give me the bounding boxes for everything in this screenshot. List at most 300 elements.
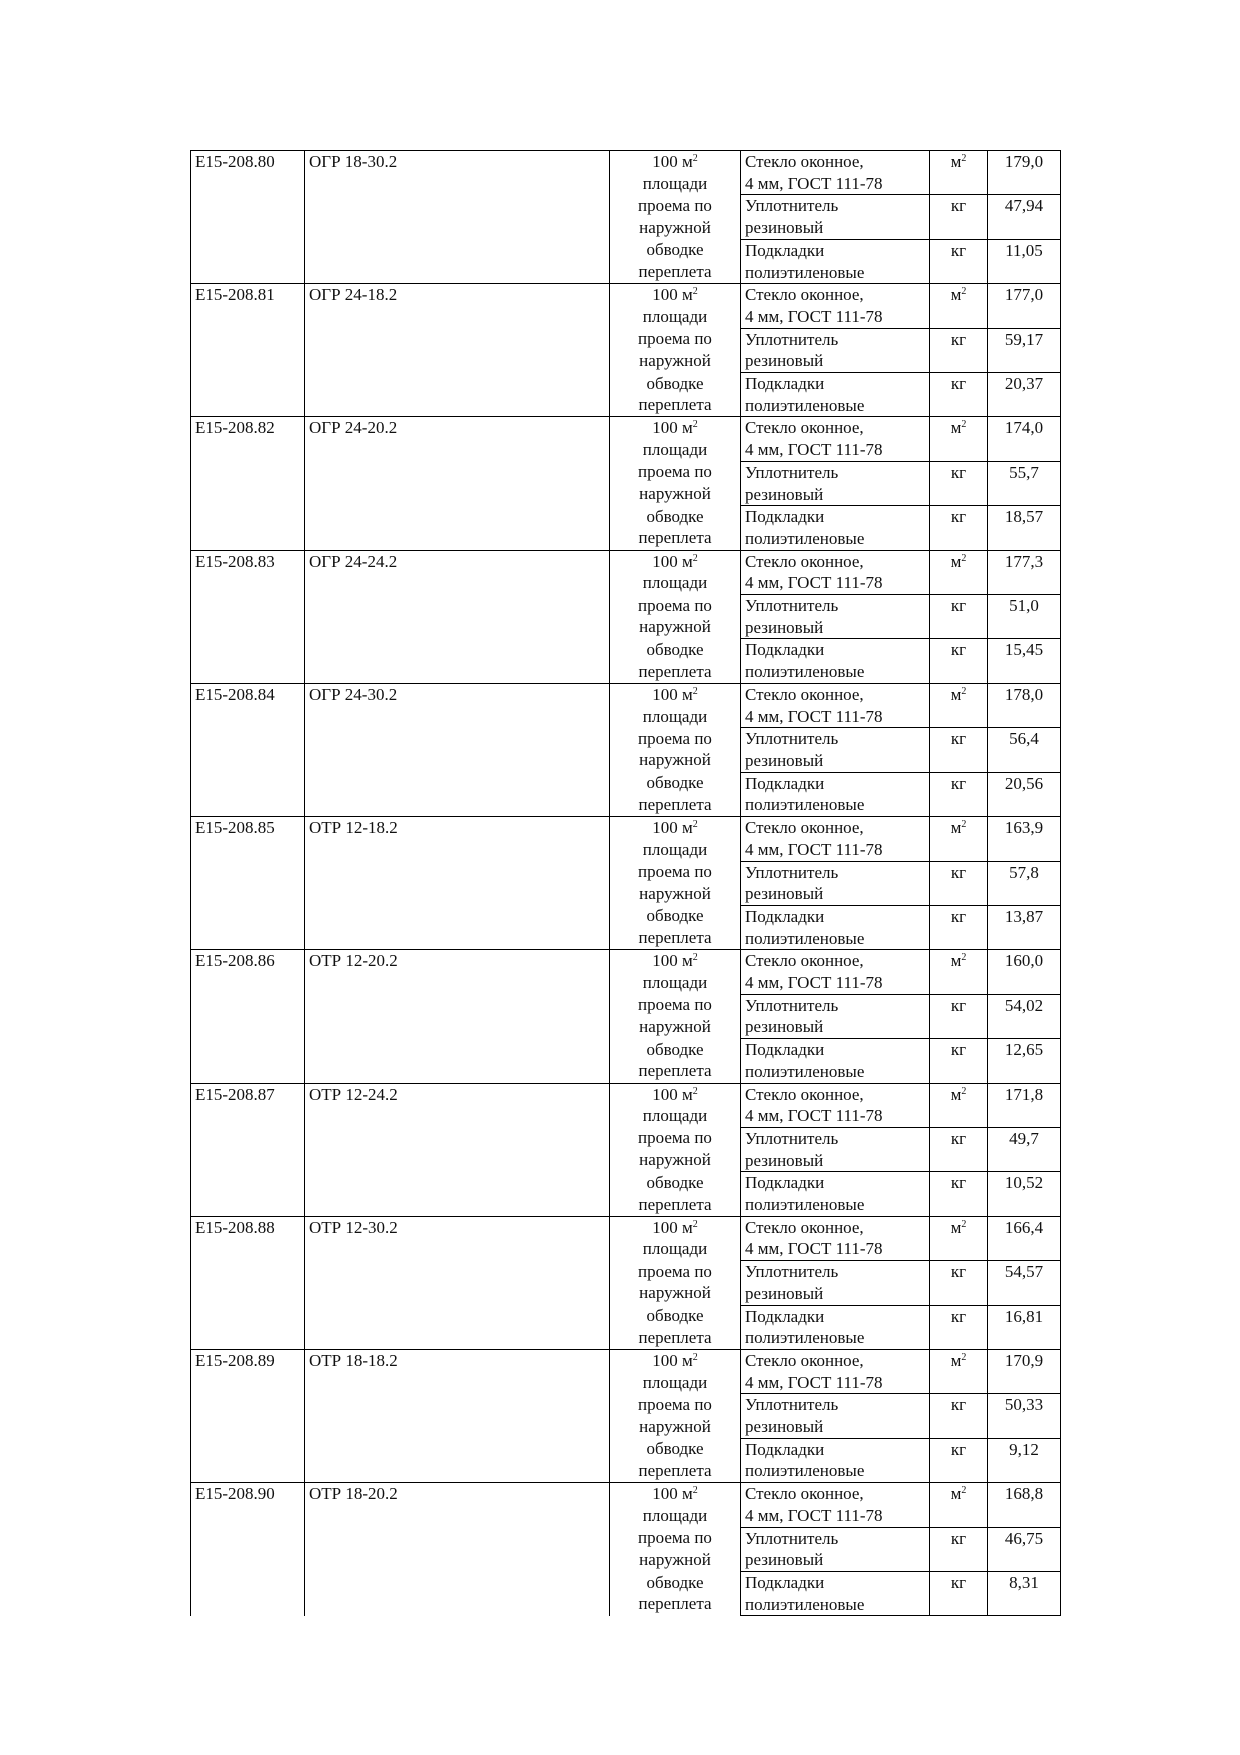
unit-cell [930,1083,988,1127]
norm-name: ОТР 18-20.2 [309,1484,398,1504]
meter-cell [610,461,741,505]
norm-name-cell [305,1438,610,1482]
table-row [191,506,1061,550]
resource-name: Подкладки полиэтиленовые [741,239,930,283]
unit: кг [950,1395,967,1415]
meter-line: обводке [646,1172,704,1192]
meter-prefix: 100 м [652,551,693,571]
resource-name: Уплотнитель резиновый [741,1261,930,1305]
norm-code-cell [191,151,305,195]
resource-value: 12,65 [988,1039,1061,1083]
unit-sup: 2 [961,1351,967,1363]
resource-name: Стекло оконное, 4 мм, ГОСТ 111-78 [741,1483,930,1527]
unit: кг [950,1528,967,1548]
unit: кг [950,329,967,349]
unit-cell [930,683,988,727]
table-row [191,1261,1061,1305]
norm-code-cell [191,728,305,772]
meter-cell [610,195,741,239]
meter-sup: 2 [692,286,698,298]
meter-line: обводке [646,639,704,659]
norm-name-cell [305,1261,610,1305]
resource-value: 59,17 [988,328,1061,372]
norm-code-cell [191,1216,305,1260]
resource-name: Уплотнитель резиновый [741,1127,930,1171]
meter-line: обводке [646,240,704,260]
unit: м [950,418,962,438]
meter-prefix: 100 м [652,285,693,305]
unit-cell [930,1216,988,1260]
unit: кг [950,1040,967,1060]
meter-sup: 2 [692,952,698,964]
resource-value: 11,05 [988,239,1061,283]
resource-value: 10,52 [988,1172,1061,1216]
norm-code-cell [191,1438,305,1482]
meter-sup: 2 [692,153,698,164]
resource-name: Стекло оконное, 4 мм, ГОСТ 111-78 [741,817,930,861]
table-row [191,373,1061,417]
resource-name: Уплотнитель резиновый [741,328,930,372]
norm-name: ОТР 12-18.2 [309,818,398,838]
table-row [191,1394,1061,1438]
resource-name: Стекло оконное, 4 мм, ГОСТ 111-78 [741,950,930,994]
resource-name: Подкладки полиэтиленовые [741,1039,930,1083]
resource-name: Уплотнитель резиновый [741,861,930,905]
norm-name-cell [305,905,610,949]
unit-sup: 2 [961,952,967,964]
table-row [191,950,1061,994]
unit: кг [950,1262,967,1282]
unit-cell [930,239,988,283]
resource-name: Уплотнитель резиновый [741,994,930,1038]
unit-cell [930,151,988,195]
meter-cell [610,1083,741,1127]
unit-cell [930,373,988,417]
unit-sup: 2 [961,685,967,697]
unit-sup: 2 [961,1485,967,1497]
norm-name: ОТР 12-30.2 [309,1217,398,1237]
meter-line: наружной [639,350,711,370]
meter-line: наружной [639,1283,711,1303]
meter-line: наружной [639,617,711,637]
norm-code-cell [191,861,305,905]
unit-cell [930,1572,988,1616]
resource-name: Подкладки полиэтиленовые [741,506,930,550]
resource-name: Уплотнитель резиновый [741,195,930,239]
table-row [191,195,1061,239]
norm-name-cell [305,994,610,1038]
unit-sup: 2 [961,552,967,564]
unit: кг [950,507,967,527]
unit-cell [930,328,988,372]
norm-code-cell [191,950,305,994]
meter-sup: 2 [692,685,698,697]
meter-line: наружной [639,1016,711,1036]
unit-cell [930,817,988,861]
norm-code-cell [191,1305,305,1349]
resource-value: 178,0 [988,683,1061,727]
unit: кг [950,374,967,394]
meter-cell [610,1438,741,1482]
norm-name-cell [305,239,610,283]
meter-line: переплета [638,1061,712,1081]
meter-line: наружной [639,217,711,237]
meter-line: площади [642,973,708,993]
norm-code-cell [191,817,305,861]
norm-name-cell [305,1039,610,1083]
meter-line: обводке [646,1572,704,1592]
table-row [191,151,1061,195]
unit-cell [930,595,988,639]
norm-name-cell [305,1083,610,1127]
meter-line: площади [642,1239,708,1259]
meter-cell [610,550,741,594]
meter-cell [610,328,741,372]
norm-name-cell [305,1127,610,1171]
resource-name: Стекло оконное, 4 мм, ГОСТ 111-78 [741,683,930,727]
meter-cell [610,905,741,949]
unit-cell [930,1261,988,1305]
norm-code-cell [191,461,305,505]
unit: м [950,818,962,838]
meter-cell [610,506,741,550]
meter-cell [610,284,741,328]
norm-code: Е15-208.83 [195,551,275,571]
meter-cell [610,595,741,639]
norm-code-cell [191,1127,305,1171]
norm-name-cell [305,861,610,905]
table-row [191,417,1061,461]
unit-cell [930,1172,988,1216]
norm-name-cell [305,1527,610,1571]
meter-cell [610,1127,741,1171]
unit-cell [930,1349,988,1393]
resource-value: 8,31 [988,1572,1061,1616]
table-row [191,461,1061,505]
meter-prefix: 100 м [652,818,693,838]
unit-cell [930,195,988,239]
norm-code-cell [191,550,305,594]
resource-value: 174,0 [988,417,1061,461]
meter-cell [610,1349,741,1393]
meter-cell [610,639,741,683]
norm-name-cell [305,506,610,550]
resource-name: Подкладки полиэтиленовые [741,1572,930,1616]
unit: кг [950,1573,967,1592]
meter-line: проема по [638,1394,712,1414]
meter-cell [610,1527,741,1571]
unit-sup: 2 [961,819,967,831]
meter-line: площади [642,839,708,859]
unit-cell [930,1305,988,1349]
meter-prefix: 100 м [652,418,693,438]
meter-line: обводке [646,373,704,393]
meter-cell [610,817,741,861]
resource-name: Стекло оконное, 4 мм, ГОСТ 111-78 [741,1083,930,1127]
meter-line: площади [642,173,708,193]
resource-value: 50,33 [988,1394,1061,1438]
meter-line: наружной [639,883,711,903]
meter-cell [610,1394,741,1438]
norm-code-cell [191,195,305,239]
table-row [191,1127,1061,1171]
meter-line: площади [642,306,708,326]
meter-line: переплета [638,395,712,415]
meter-line: проема по [638,1128,712,1148]
unit-sup: 2 [961,419,967,431]
meter-prefix: 100 м [652,152,693,171]
unit-sup: 2 [961,1218,967,1230]
meter-sup: 2 [692,419,698,431]
meter-line: обводке [646,1439,704,1459]
unit: м [950,551,962,571]
norm-code-cell [191,1172,305,1216]
unit-cell [930,905,988,949]
resource-name: Стекло оконное, 4 мм, ГОСТ 111-78 [741,1216,930,1260]
table-row [191,728,1061,772]
norm-name-cell [305,550,610,594]
resource-value: 18,57 [988,506,1061,550]
resource-value: 13,87 [988,905,1061,949]
norm-code: Е15-208.90 [195,1484,275,1504]
norm-code-cell [191,1527,305,1571]
norm-code-cell [191,239,305,283]
resource-value: 177,3 [988,550,1061,594]
unit: м [950,1217,962,1237]
table-row [191,328,1061,372]
norm-name-cell [305,639,610,683]
meter-line: переплета [638,794,712,814]
unit: кг [950,1173,967,1193]
unit: кг [950,729,967,749]
meter-line: проема по [638,1528,712,1548]
table-row [191,817,1061,861]
table-row [191,1083,1061,1127]
norm-code-cell [191,328,305,372]
unit: кг [950,995,967,1015]
meter-cell [610,683,741,727]
norm-name-cell [305,1172,610,1216]
resource-value: 20,56 [988,772,1061,816]
norm-name: ОТР 12-24.2 [309,1084,398,1104]
norm-name-cell [305,328,610,372]
resource-value: 177,0 [988,284,1061,328]
unit: кг [950,640,967,660]
unit: кг [950,1128,967,1148]
resource-value: 56,4 [988,728,1061,772]
unit: м [950,684,962,704]
unit: кг [950,1439,967,1459]
resource-name: Стекло оконное, 4 мм, ГОСТ 111-78 [741,1349,930,1393]
resource-value: 20,37 [988,373,1061,417]
unit-cell [930,1039,988,1083]
norm-name-cell [305,417,610,461]
unit: кг [950,196,967,216]
norm-code-cell [191,1572,305,1616]
meter-line: переплета [638,528,712,548]
table-row [191,861,1061,905]
unit: кг [950,773,967,793]
meter-line: переплета [638,262,712,282]
norm-name-cell [305,1483,610,1527]
norm-name: ОГР 18-30.2 [309,152,398,171]
norm-name-cell [305,1394,610,1438]
norm-name-cell [305,1216,610,1260]
resource-name: Стекло оконное, 4 мм, ГОСТ 111-78 [741,550,930,594]
table-row [191,1305,1061,1349]
norm-code-cell [191,595,305,639]
resource-value: 57,8 [988,861,1061,905]
meter-cell [610,950,741,994]
meter-line: наружной [639,750,711,770]
resource-name: Уплотнитель резиновый [741,461,930,505]
table-row [191,905,1061,949]
norm-name-cell [305,1305,610,1349]
table-row [191,1527,1061,1571]
meter-line: обводке [646,506,704,526]
meter-cell [610,1483,741,1527]
unit: м [950,1484,962,1504]
meter-line: проема по [638,728,712,748]
norms-table [190,150,1061,1616]
resource-name: Подкладки полиэтиленовые [741,639,930,683]
meter-cell [610,417,741,461]
meter-cell [610,728,741,772]
unit-sup: 2 [961,286,967,298]
resource-value: 166,4 [988,1216,1061,1260]
norm-code-cell [191,373,305,417]
norm-name-cell [305,595,610,639]
resource-value: 163,9 [988,817,1061,861]
meter-line: площади [642,1106,708,1126]
norm-name: ОГР 24-30.2 [309,684,398,704]
norm-code-cell [191,1483,305,1527]
unit-cell [930,550,988,594]
unit-sup: 2 [961,1085,967,1097]
table-row [191,1172,1061,1216]
meter-line: переплета [638,1194,712,1214]
table-row [191,239,1061,283]
resource-name: Стекло оконное, 4 мм, ГОСТ 111-78 [741,417,930,461]
resource-value: 54,57 [988,1261,1061,1305]
resource-value: 49,7 [988,1127,1061,1171]
norm-name-cell [305,1572,610,1616]
meter-cell [610,1172,741,1216]
unit-cell [930,772,988,816]
unit-cell [930,639,988,683]
meter-sup: 2 [692,1085,698,1097]
table-row [191,1483,1061,1527]
resource-name: Стекло оконное, 4 мм, ГОСТ 111-78 [741,284,930,328]
table-row [191,639,1061,683]
unit: м [950,951,962,971]
resource-value: 9,12 [988,1438,1061,1482]
meter-cell [610,239,741,283]
resource-value: 160,0 [988,950,1061,994]
resource-name: Уплотнитель резиновый [741,728,930,772]
unit: м [950,152,962,171]
table-row [191,1438,1061,1482]
norm-code: Е15-208.81 [195,285,275,305]
meter-line: переплета [638,661,712,681]
unit-cell [930,1127,988,1171]
table-row [191,772,1061,816]
unit-cell [930,417,988,461]
resource-value: 179,0 [988,151,1061,195]
meter-line: переплета [638,928,712,948]
resource-value: 47,94 [988,195,1061,239]
table-row [191,284,1061,328]
meter-cell [610,994,741,1038]
meter-sup: 2 [692,1485,698,1497]
meter-line: переплета [638,1460,712,1480]
resource-name: Подкладки полиэтиленовые [741,1438,930,1482]
norm-name-cell [305,950,610,994]
unit-cell [930,1438,988,1482]
norm-name: ОТР 12-20.2 [309,951,398,971]
meter-line: проема по [638,1261,712,1281]
unit: кг [950,240,967,260]
meter-sup: 2 [692,1351,698,1363]
meter-line: проема по [638,462,712,482]
meter-prefix: 100 м [652,1350,693,1370]
norm-code: Е15-208.87 [195,1084,275,1104]
meter-line: обводке [646,773,704,793]
table-row [191,683,1061,727]
unit: м [950,1084,962,1104]
meter-line: площади [642,1372,708,1392]
norm-code-cell [191,1349,305,1393]
table-row [191,1039,1061,1083]
unit-cell [930,861,988,905]
resource-value: 55,7 [988,461,1061,505]
meter-cell [610,373,741,417]
meter-sup: 2 [692,552,698,564]
unit-cell [930,284,988,328]
resource-value: 171,8 [988,1083,1061,1127]
unit: кг [950,596,967,616]
norm-code-cell [191,639,305,683]
meter-prefix: 100 м [652,1484,693,1504]
norm-name-cell [305,373,610,417]
meter-line: наружной [639,1549,711,1569]
meter-prefix: 100 м [652,1217,693,1237]
resource-value: 54,02 [988,994,1061,1038]
meter-line: площади [642,440,708,460]
table-row [191,994,1061,1038]
table-row [191,595,1061,639]
unit: кг [950,906,967,926]
meter-line: проема по [638,595,712,615]
norm-code-cell [191,1394,305,1438]
meter-cell [610,772,741,816]
meter-line: проема по [638,329,712,349]
norm-name-cell [305,1349,610,1393]
norm-name-cell [305,817,610,861]
unit-cell [930,950,988,994]
norm-code: Е15-208.88 [195,1217,275,1237]
meter-prefix: 100 м [652,1084,693,1104]
unit-cell [930,506,988,550]
unit-cell [930,994,988,1038]
unit-cell [930,1394,988,1438]
meter-line: наружной [639,484,711,504]
norm-code-cell [191,506,305,550]
norm-name-cell [305,683,610,727]
meter-cell [610,861,741,905]
norm-code-cell [191,905,305,949]
meter-line: площади [642,1505,708,1525]
